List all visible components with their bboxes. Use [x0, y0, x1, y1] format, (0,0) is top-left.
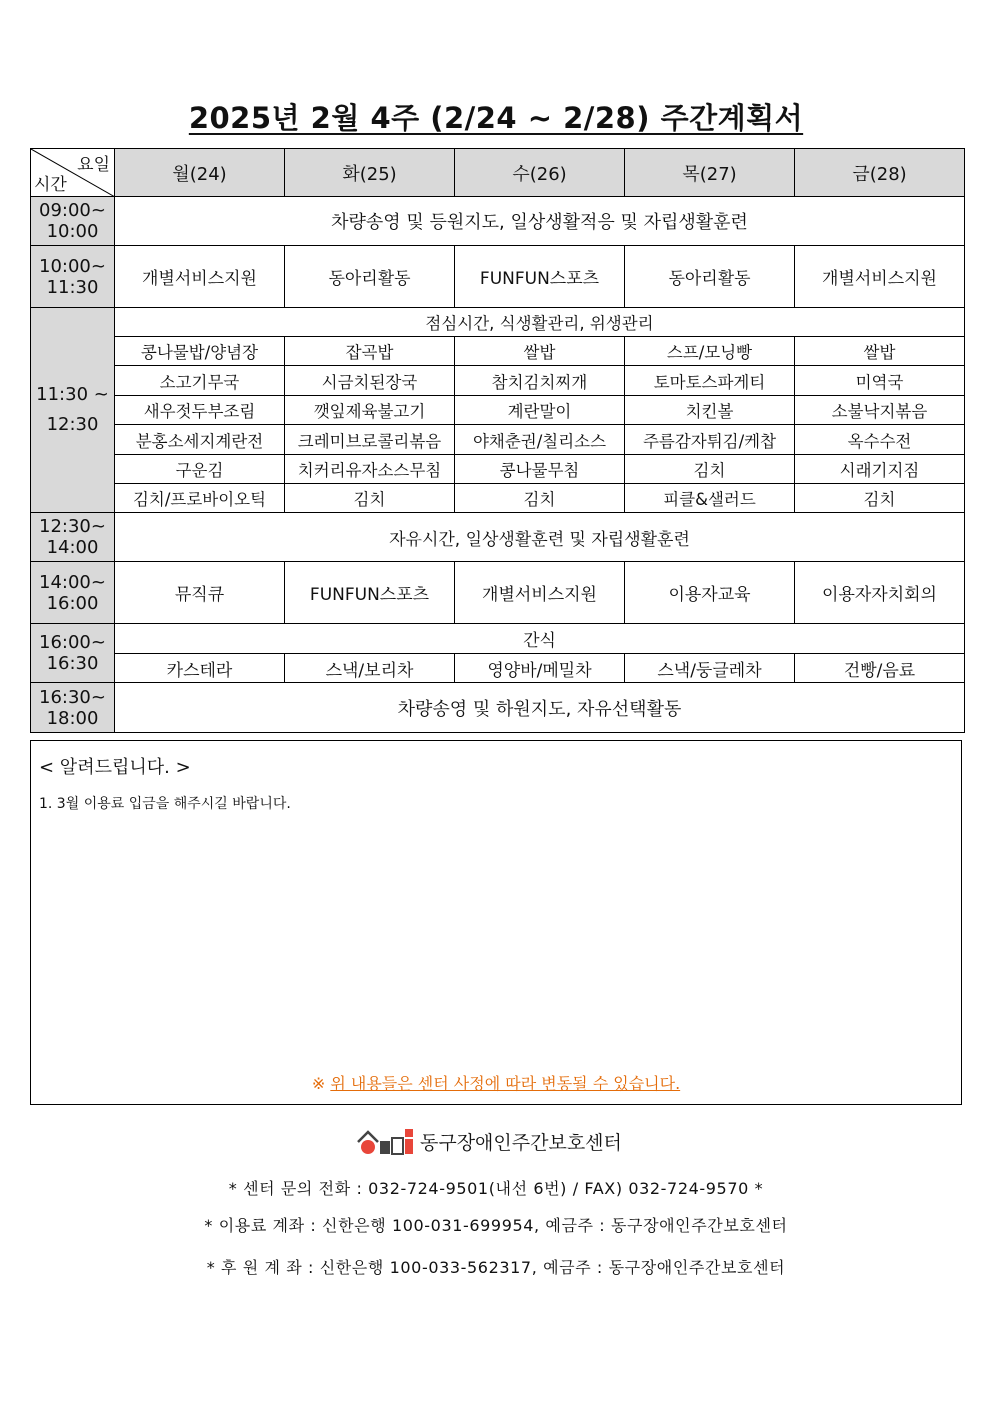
lunch-header: 점심시간, 식생활관리, 위생관리	[115, 308, 965, 337]
activity-cell: 개별서비스지원	[795, 246, 965, 308]
snack-item: 스낵/보리차	[285, 654, 455, 683]
snack-header-row	[31, 624, 965, 654]
activity-cell: 동아리활동	[285, 246, 455, 308]
menu-item: 옥수수전	[795, 425, 965, 455]
activity-cell: 차량송영 및 하원지도, 자유선택활동	[115, 683, 965, 733]
menu-item: 치킨볼	[625, 396, 795, 425]
menu-item: 토마토스파게티	[625, 366, 795, 396]
menu-item: 계란말이	[455, 396, 625, 425]
menu-item: 야채춘권/칠리소스	[455, 425, 625, 455]
menu-item: 김치	[285, 484, 455, 513]
day-label: 요일	[77, 155, 110, 175]
menu-row	[31, 337, 965, 366]
warning-text: 위 내용들은 센터 사정에 따라 변동될 수 있습니다.	[330, 1074, 681, 1093]
schedule-row	[31, 562, 965, 624]
menu-item: 피클&샐러드	[625, 484, 795, 513]
notice-item: 1. 3월 이용료 입금을 해주시길 바랍니다.	[39, 796, 291, 812]
weekly-schedule-table	[30, 148, 965, 733]
fee-account: * 이용료 계좌 : 신한은행 100-031-699954, 예금주 : 동구장애인주간보호센터	[204, 1216, 788, 1235]
activity-cell: 개별서비스지원	[455, 562, 625, 624]
contact-phone: * 센터 문의 전화 : 032-724-9501(내선 6번) / FAX) 032-724-9570 *	[228, 1179, 764, 1198]
snack-item: 스낵/둥글레차	[625, 654, 795, 683]
menu-item: 미역국	[795, 366, 965, 396]
menu-item: 쌀밥	[795, 337, 965, 366]
page-title	[0, 96, 992, 137]
menu-item: 참치김치찌개	[455, 366, 625, 396]
snack-item: 영양바/메밀차	[455, 654, 625, 683]
notice-warning	[31, 1071, 961, 1094]
menu-item: 크레미브로콜리볶음	[285, 425, 455, 455]
menu-row	[31, 366, 965, 396]
menu-item: 콩나물밥/양념장	[115, 337, 285, 366]
menu-item: 잡곡밥	[285, 337, 455, 366]
menu-item: 김치/프로바이오틱	[115, 484, 285, 513]
time-cell: 12:30~ 14:00	[31, 513, 115, 562]
menu-item: 쌀밥	[455, 337, 625, 366]
time-cell: 16:30~ 18:00	[31, 683, 115, 733]
menu-item: 깻잎제육불고기	[285, 396, 455, 425]
lunch-header-row	[31, 308, 965, 337]
time-cell: 11:30 ~ 12:30	[31, 308, 115, 513]
day-header: 화(25)	[285, 149, 455, 197]
schedule-row	[31, 197, 965, 246]
time-label: 시간	[34, 175, 67, 195]
snack-item: 카스테라	[115, 654, 285, 683]
time-cell: 14:00~ 16:00	[31, 562, 115, 624]
menu-row	[31, 484, 965, 513]
day-header: 목(27)	[625, 149, 795, 197]
menu-item: 소고기무국	[115, 366, 285, 396]
notice-heading: < 알려드립니다. >	[39, 757, 191, 778]
menu-item: 김치	[795, 484, 965, 513]
activity-cell: FUNFUN스포츠	[285, 562, 455, 624]
warning-mark: ※	[311, 1074, 326, 1093]
notice-box	[30, 740, 962, 1105]
menu-item: 콩나물무침	[455, 455, 625, 484]
snack-header: 간식	[115, 624, 965, 654]
day-header: 금(28)	[795, 149, 965, 197]
day-header: 수(26)	[455, 149, 625, 197]
activity-cell: 자유시간, 일상생활훈련 및 자립생활훈련	[115, 513, 965, 562]
menu-row	[31, 425, 965, 455]
menu-item: 시금치된장국	[285, 366, 455, 396]
menu-item: 소불낙지볶음	[795, 396, 965, 425]
time-cell: 16:00~ 16:30	[31, 624, 115, 683]
title-text: 2025년 2월 4주 (2/24 ~ 2/28) 주간계획서	[188, 101, 804, 135]
schedule-row	[31, 246, 965, 308]
snack-item: 건빵/음료	[795, 654, 965, 683]
schedule-row	[31, 683, 965, 733]
activity-cell: FUNFUN스포츠	[455, 246, 625, 308]
activity-cell: 이용자자치회의	[795, 562, 965, 624]
menu-row	[31, 455, 965, 484]
activity-cell: 뮤직큐	[115, 562, 285, 624]
activity-cell: 개별서비스지원	[115, 246, 285, 308]
donation-account: * 후 원 계 좌 : 신한은행 100-033-562317, 예금주 : 동구장애인주간보호센터	[206, 1258, 786, 1277]
menu-item: 시래기지짐	[795, 455, 965, 484]
menu-item: 주름감자튀김/케찹	[625, 425, 795, 455]
time-cell: 09:00~ 10:00	[31, 197, 115, 246]
day-header: 월(24)	[115, 149, 285, 197]
org-logo	[356, 1124, 622, 1158]
house-logo-icon	[356, 1126, 414, 1156]
menu-item: 스프/모닝빵	[625, 337, 795, 366]
menu-item: 구운김	[115, 455, 285, 484]
activity-cell: 이용자교육	[625, 562, 795, 624]
activity-cell: 차량송영 및 등원지도, 일상생활적응 및 자립생활훈련	[115, 197, 965, 246]
org-name: 동구장애인주간보호센터	[420, 1131, 622, 1154]
menu-item: 새우젓두부조림	[115, 396, 285, 425]
time-cell: 10:00~ 11:30	[31, 246, 115, 308]
snack-row	[31, 654, 965, 683]
header-row	[31, 149, 965, 197]
menu-item: 분홍소세지계란전	[115, 425, 285, 455]
schedule-row	[31, 513, 965, 562]
menu-item: 치커리유자소스무침	[285, 455, 455, 484]
menu-item: 김치	[625, 455, 795, 484]
menu-row	[31, 396, 965, 425]
corner-cell	[31, 149, 115, 197]
activity-cell: 동아리활동	[625, 246, 795, 308]
menu-item: 김치	[455, 484, 625, 513]
